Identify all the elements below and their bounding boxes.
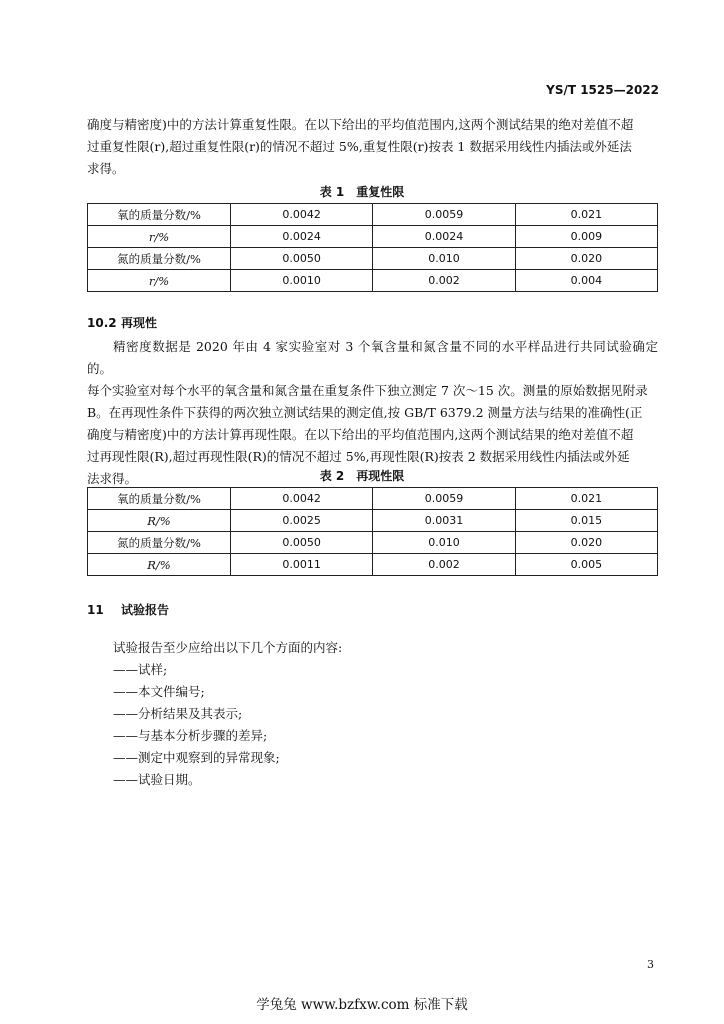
table-cell: 0.010 <box>373 248 515 270</box>
table2-reproducibility <box>87 487 658 576</box>
section-10-2-heading <box>87 314 157 331</box>
table-row <box>88 510 658 532</box>
table-cell: 0.021 <box>515 204 657 226</box>
table1-repeatability <box>87 203 658 292</box>
table-cell: 0.015 <box>515 510 657 532</box>
table-row <box>88 204 658 226</box>
table-cell-label: 氧的质量分数/% <box>88 204 231 226</box>
section-title: 再现性 <box>121 316 158 330</box>
table-cell-label: 氮的质量分数/% <box>88 248 231 270</box>
section-number: 10.2 <box>87 316 117 330</box>
table-cell: 0.0050 <box>231 248 373 270</box>
table-cell: 0.0042 <box>231 204 373 226</box>
table-cell: 0.020 <box>515 532 657 554</box>
paragraph-line: 确度与精密度)中的方法计算再现性限。在以下给出的平均值范围内,这两个测试结果的绝对差值不超 <box>87 427 634 442</box>
list-item: ——试验日期。 <box>113 772 201 787</box>
table-cell: 0.002 <box>373 270 515 292</box>
section-title: 试验报告 <box>121 603 170 617</box>
paragraph-line: 精密度数据是 2020 年由 4 家实验室对 3 个氧含量和氮含量不同的水平样品进行共同试验确定的。 <box>87 339 658 376</box>
table-row <box>88 248 658 270</box>
table-cell-label: r/% <box>88 226 231 248</box>
section-number: 11 <box>87 603 104 617</box>
table-caption-title: 重复性限 <box>356 185 405 199</box>
table-caption-label: 表 1 <box>319 185 345 199</box>
table-cell: 0.0024 <box>373 226 515 248</box>
table-cell: 0.009 <box>515 226 657 248</box>
table-cell: 0.004 <box>515 270 657 292</box>
table1-caption <box>0 183 724 200</box>
paragraph-line: 过重复性限(r),超过重复性限(r)的情况不超过 5%,重复性限(r)按表 1 数据采用线性内插法或外延法 <box>87 139 632 154</box>
table-cell: 0.0050 <box>231 532 373 554</box>
table-cell: 0.002 <box>373 554 515 576</box>
table-cell-label: R/% <box>88 554 231 576</box>
table-cell: 0.010 <box>373 532 515 554</box>
table-cell: 0.021 <box>515 488 657 510</box>
list-item: ——与基本分析步骤的差异; <box>113 728 268 743</box>
table-cell: 0.0059 <box>373 204 515 226</box>
table-row <box>88 554 658 576</box>
list-item: ——本文件编号; <box>113 684 205 699</box>
table-cell: 0.0042 <box>231 488 373 510</box>
table-cell-label: R/% <box>88 510 231 532</box>
table-row <box>88 270 658 292</box>
table-cell-label: 氮的质量分数/% <box>88 532 231 554</box>
footer-watermark: 学兔兔 www.bzfxw.com 标准下载 <box>256 997 468 1013</box>
intro-paragraph <box>87 114 658 180</box>
table-cell-label: r/% <box>88 270 231 292</box>
page-number: 3 <box>647 958 654 971</box>
paragraph-line: B。在再现性条件下获得的两次独立测试结果的测定值,按 GB/T 6379.2 测量方法与结果的准确性(正 <box>87 405 643 420</box>
table-cell: 0.0059 <box>373 488 515 510</box>
paragraph-line: 每个实验室对每个水平的氧含量和氮含量在重复条件下独立测定 7 次～15 次。测量的原始数据见附录 <box>87 383 648 398</box>
paragraph-line: 求得。 <box>87 161 125 176</box>
table-row <box>88 226 658 248</box>
table-caption-title: 再现性限 <box>356 469 405 483</box>
table2-caption <box>0 467 724 484</box>
paragraph-line: 法求得。 <box>87 471 138 486</box>
table-row <box>88 532 658 554</box>
table-cell: 0.0010 <box>231 270 373 292</box>
list-item: ——分析结果及其表示; <box>113 706 243 721</box>
report-contents-list <box>113 637 342 791</box>
section-11-heading <box>87 601 169 618</box>
list-intro: 试验报告至少应给出以下几个方面的内容: <box>113 640 343 655</box>
paragraph-line: 确度与精密度)中的方法计算重复性限。在以下给出的平均值范围内,这两个测试结果的绝对差值不超 <box>87 117 634 132</box>
paragraph-line: 过再现性限(R),超过再现性限(R)的情况不超过 5%,再现性限(R)按表 2 数据采用线性内插法或外延 <box>87 449 630 464</box>
list-item: ——测定中观察到的异常现象; <box>113 750 280 765</box>
table-caption-label: 表 2 <box>319 469 345 483</box>
list-item: ——试样; <box>113 662 168 677</box>
table-cell: 0.0031 <box>373 510 515 532</box>
table-cell: 0.0025 <box>231 510 373 532</box>
standard-code: YS/T 1525—2022 <box>546 83 659 97</box>
table-row <box>88 488 658 510</box>
table-cell: 0.0011 <box>231 554 373 576</box>
table-cell: 0.0024 <box>231 226 373 248</box>
table-cell: 0.020 <box>515 248 657 270</box>
table-cell-label: 氧的质量分数/% <box>88 488 231 510</box>
table-cell: 0.005 <box>515 554 657 576</box>
